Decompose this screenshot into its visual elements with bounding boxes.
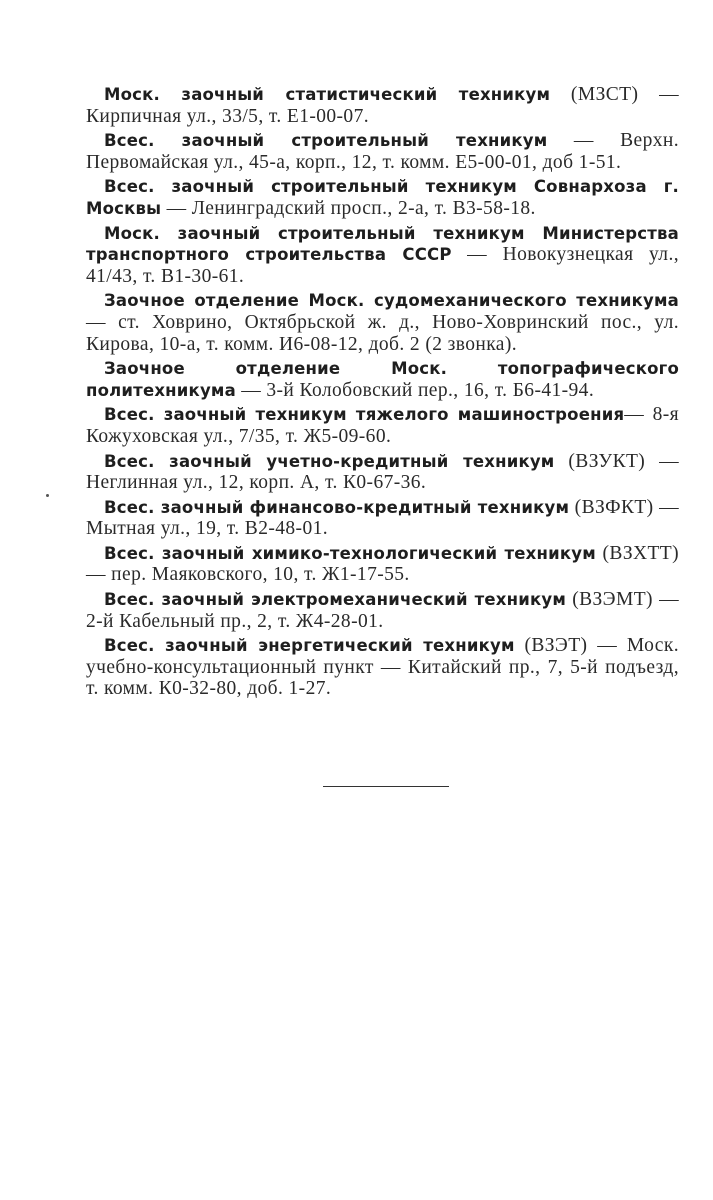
entry-name: Всес. заочный энергетический техникум	[104, 636, 515, 656]
entry-name: Моск. заочный строительный техникум Министерства транспортного строительства СССР	[86, 223, 679, 265]
entry-topograf	[86, 358, 679, 401]
entry-detail: — Новокузнецкая ул., 41/43, т. В1-30-61.	[86, 244, 679, 287]
entry-vzukt	[86, 451, 679, 494]
entry-mashinostroenie	[86, 404, 679, 447]
entry-detail: (ВЗЭТ) — Моск. учебно-консультационный пункт — Китайский пр., 7, 5-й подъезд, т. комм. К0-32-80, доб. 1-27.	[86, 635, 679, 700]
entry-detail: (ВЗФКТ) — Мытная ул., 19, т. В2-48-01.	[86, 496, 679, 540]
entry-detail: — 8-я Кожуховская ул., 7/35, т. Ж5-09-60.	[86, 404, 680, 447]
entry-sovnarkhoz	[86, 176, 679, 219]
entry-name: Всес. заочный химико-технологический техникум	[104, 543, 596, 563]
entry-name: Заочное отделение Моск. судомеханического техникума	[104, 291, 679, 311]
entry-stroitelny	[86, 130, 679, 173]
entry-detail: — ст. Ховрино, Октябрьской ж. д., Ново-Ховринский пос., ул. Кирова, 10-а, т. комм. И6-08-12, доб. 2 (2 звонка).	[86, 311, 679, 355]
entry-mzst	[86, 84, 679, 127]
entry-name: Всес. заочный техникум тяжелого машиностроения	[104, 405, 625, 425]
entry-name: Всес. заочный электромеханический техникум	[104, 590, 567, 610]
section-divider	[323, 786, 449, 787]
directory-page	[86, 84, 679, 703]
entry-name: Моск. заочный статистический техникум	[104, 85, 551, 104]
entry-detail: (ВЗУКТ) — Неглинная ул., 12, корп. А, т. К0-67-36.	[86, 450, 679, 494]
entry-vzet	[86, 635, 679, 700]
entry-sudomekh	[86, 290, 679, 355]
entry-name: Всес. заочный строительный техникум Совнархоза г. Москвы	[86, 177, 679, 218]
entry-detail: — Ленинградский просп., 2-а, т. В3-58-18.	[161, 197, 536, 219]
entry-transport	[86, 223, 679, 288]
entry-detail: (ВЗХТТ) — пер. Маяковского, 10, т. Ж1-17-55.	[86, 542, 679, 586]
entry-detail: (МЗСТ) — Кирпичная ул., 33/5, т. Е1-00-07.	[86, 84, 679, 127]
entry-vzfkt	[86, 497, 679, 540]
print-speck	[46, 494, 49, 497]
entry-name: Всес. заочный строительный техникум	[104, 131, 548, 151]
entry-detail: — Верхн. Первомайская ул., 45-а, корп., 12, т. комм. Е5-00-01, доб 1-51.	[86, 130, 680, 173]
entry-name: Всес. заочный учетно-кредитный техникум	[104, 451, 555, 471]
entry-detail: (ВЗЭМТ) — 2-й Кабельный пр., 2, т. Ж4-28-01.	[86, 589, 679, 632]
entry-name: Всес. заочный финансово-кредитный техникум	[104, 497, 570, 517]
entry-detail: — 3-й Колобовский пер., 16, т. Б6-41-94.	[235, 379, 595, 401]
entry-name: Заочное отделение Моск. топографического политехникума	[86, 359, 679, 400]
entry-vzemt	[86, 589, 679, 632]
entry-vzhtt	[86, 543, 679, 586]
